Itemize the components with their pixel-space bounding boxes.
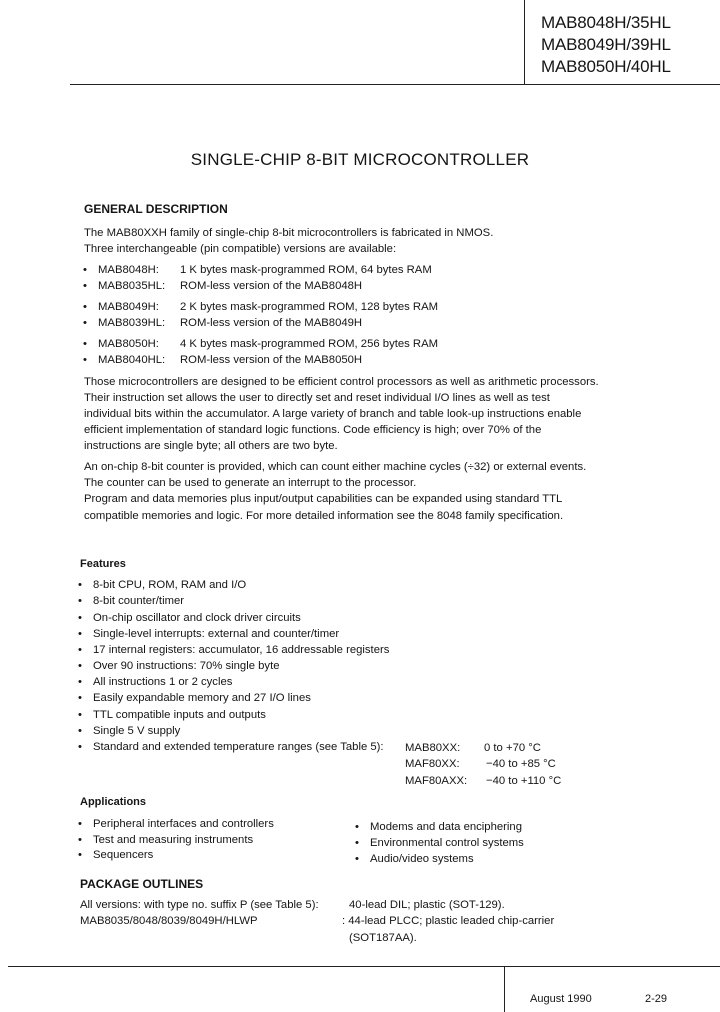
paragraph-line: Their instruction set allows the user to directly set and reset individual I/O lines as well as test (84, 392, 550, 404)
temp-range: −40 to +85 °C (486, 758, 556, 770)
temp-type: MAB80XX: (405, 742, 461, 754)
list-item: • TTL compatible inputs and outputs (93, 707, 266, 723)
list-item: • Test and measuring instruments (93, 832, 253, 848)
version-name: • MAB8039HL: (98, 315, 165, 331)
temp-range: −40 to +110 °C (486, 775, 562, 787)
intro-line-1: The MAB80XXH family of single-chip 8-bit microcontrollers is fabricated in NMOS. (84, 227, 494, 239)
paragraph-line: Program and data memories plus input/output capabilities can be expanded using standard TTL (84, 493, 563, 505)
list-item: • 8-bit counter/timer (93, 593, 184, 609)
general-description-heading: GENERAL DESCRIPTION (84, 202, 228, 216)
list-item: • Peripheral interfaces and controllers (93, 816, 274, 832)
temp-type: MAF80AXX: (405, 775, 468, 787)
package-label: MAB8035/8048/8039/8049H/HLWP (80, 915, 258, 927)
list-item: • Single-level interrupts: external and counter/timer (93, 626, 339, 642)
version-name: • MAB8040HL: (98, 352, 165, 368)
features-heading: Features (80, 558, 126, 570)
version-name: • MAB8048H: (98, 262, 159, 278)
list-item: • Standard and extended temperature ranges (see Table 5): (93, 739, 384, 755)
applications-heading: Applications (80, 796, 147, 808)
page-number: 2-29 (645, 993, 668, 1005)
paragraph-line: efficient implementation of standard logic functions. Code efficiency is high; over 70% of the (84, 424, 542, 436)
list-item: • Over 90 instructions: 70% single byte (93, 658, 280, 674)
version-name: • MAB8035HL: (98, 278, 165, 294)
paragraph-line: The counter can be used to generate an interrupt to the processor. (84, 477, 417, 489)
paragraph-line: instructions are single byte; all others are two byte. (84, 440, 338, 452)
package-value: 40-lead DIL; plastic (SOT-129). (349, 899, 505, 911)
temp-range: 0 to +70 °C (484, 742, 541, 754)
version-desc: ROM-less version of the MAB8049H (180, 317, 363, 329)
page-title: SINGLE-CHIP 8-BIT MICROCONTROLLER (190, 150, 530, 169)
version-desc: ROM-less version of the MAB8050H (180, 354, 363, 366)
header-horizontal-rule (70, 84, 720, 85)
version-name: • MAB8050H: (98, 336, 159, 352)
version-desc: 4 K bytes mask-programmed ROM, 256 bytes RAM (180, 338, 439, 350)
list-item: • Sequencers (93, 847, 153, 863)
header-vertical-rule (524, 0, 525, 84)
list-item: • All instructions 1 or 2 cycles (93, 674, 232, 690)
paragraph-line: compatible memories and logic. For more detailed information see the 8048 family specification. (84, 510, 564, 522)
part-number-2: MAB8049H/39HL (541, 35, 671, 54)
list-item: • Modems and data enciphering (370, 819, 522, 835)
intro-line-2: Three interchangeable (pin compatible) versions are available: (84, 243, 397, 255)
part-number-3: MAB8050H/40HL (541, 57, 671, 76)
part-number-1: MAB8048H/35HL (541, 13, 671, 32)
version-desc: ROM-less version of the MAB8048H (180, 280, 363, 292)
package-outlines-heading: PACKAGE OUTLINES (80, 877, 204, 891)
footer-vertical-rule (504, 966, 505, 1012)
paragraph-line: Those microcontrollers are designed to be efficient control processors as well as arithmetic processors. (84, 376, 599, 388)
list-item: • Audio/video systems (370, 851, 474, 867)
version-desc: 2 K bytes mask-programmed ROM, 128 bytes RAM (180, 301, 439, 313)
list-item: • Environmental control systems (370, 835, 524, 851)
list-item: • On-chip oscillator and clock driver circuits (93, 610, 301, 626)
footer-date: August 1990 (530, 993, 592, 1005)
version-desc: 1 K bytes mask-programmed ROM, 64 bytes RAM (180, 264, 432, 276)
temp-type: MAF80XX: (405, 758, 460, 770)
list-item: • 17 internal registers: accumulator, 16 addressable registers (93, 642, 389, 658)
footer-horizontal-rule (8, 966, 720, 967)
list-item: • Easily expandable memory and 27 I/O lines (93, 690, 311, 706)
list-item: • Single 5 V supply (93, 723, 180, 739)
paragraph-line: An on-chip 8-bit counter is provided, which can count either machine cycles (÷32) or external events. (84, 461, 587, 473)
package-value-continued: (SOT187AA). (349, 932, 417, 944)
list-item: • 8-bit CPU, ROM, RAM and I/O (93, 577, 246, 593)
package-label: All versions: with type no. suffix P (see Table 5): (80, 899, 319, 911)
paragraph-line: individual bits within the accumulator. A large variety of branch and table look-up instructions enable (84, 408, 582, 420)
version-name: • MAB8049H: (98, 299, 159, 315)
package-value: : 44-lead PLCC; plastic leaded chip-carrier (342, 915, 555, 927)
